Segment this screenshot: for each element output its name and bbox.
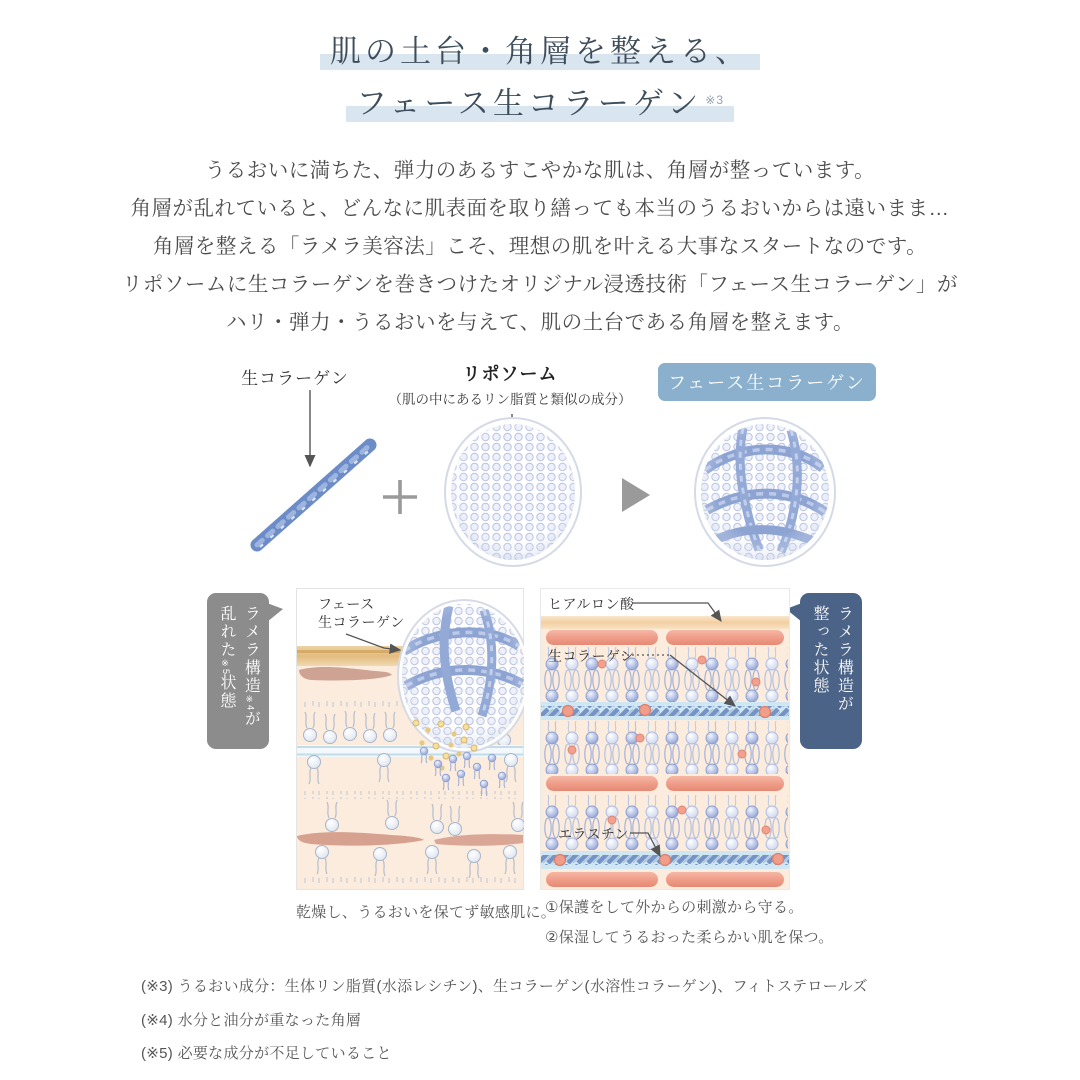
bad-panel-caption: 乾燥し、うるおいを保てず敏感肌に。	[296, 904, 557, 921]
intro-line: リポソームに生コラーゲンを巻きつけたオリジナル浸透技術「フェース生コラーゲン」が	[121, 273, 959, 296]
bad-skin-panel	[296, 588, 524, 890]
footnote-3: (※3) うるおい成分：生体リン脂質(水添レシチン)、生コラーゲン(水溶性コラーゲン)、フィトステロールズ	[141, 978, 868, 995]
page-title	[0, 28, 1080, 128]
liposome-label: リポソーム	[462, 364, 558, 384]
intro-paragraph	[0, 152, 1080, 342]
intro-line: ハリ・弾力・うるおいを与えて、肌の土台である角層を整えます。	[226, 311, 854, 334]
footnote-ref-3: ※3	[705, 93, 724, 107]
intro-line: 角層を整える「ラメラ美容法」こそ、理想の肌を叶える大事なスタートなのです。	[152, 235, 928, 258]
face-collagen-badge: フェース生コラーゲン	[658, 363, 876, 401]
footnote-ref-5: ※5	[221, 659, 231, 675]
bad-state-bubble	[207, 593, 269, 749]
good-skin-panel	[540, 588, 790, 890]
liposome-note: （肌の中にあるリン脂質と類似の成分）	[388, 392, 632, 407]
plus-sign	[383, 480, 417, 514]
good-skin-illustration	[540, 588, 790, 890]
good-panel-caption-2: ②保湿してうるおった柔らかい肌を保つ。	[545, 929, 834, 946]
intro-line: うるおいに満ちた、弾力のあるすこやかな肌は、角層が整っています。	[204, 159, 876, 182]
penetrating-liposome-sphere	[398, 600, 524, 752]
process-diagram-graphics	[230, 388, 890, 578]
footnote-5: (※5) 必要な成分が不足していること	[141, 1045, 392, 1062]
collagen-rope-illustration	[257, 445, 373, 547]
page-title-line1: 肌の土台・角層を整える、	[0, 28, 1080, 76]
good-state-bubble-text: ラメラ構造が 整った状態	[811, 605, 853, 713]
result-sphere-illustration	[695, 418, 835, 566]
liposome-sphere-illustration	[445, 418, 581, 566]
good-panel-caption-1: ①保護をして外からの刺激から守る。	[545, 899, 804, 916]
footnote-ref-4: ※4	[245, 695, 256, 711]
good-state-bubble	[800, 593, 862, 749]
arrow-right-triangle	[622, 478, 650, 512]
raw-collagen-label: 生コラーゲン	[241, 369, 349, 388]
hyaluronic-acid-label: ヒアルロン酸	[548, 596, 635, 612]
page-title-line2: フェース生コラーゲン $^{※3}$	[0, 76, 1080, 128]
footnote-4: (※4) 水分と油分が重なった角層	[141, 1012, 362, 1029]
bad-skin-illustration	[296, 588, 524, 890]
intro-line: 角層が乱れていると、どんなに肌表面を取り繕っても本当のうるおいからは遠いまま…	[130, 197, 950, 220]
face-collagen-panel-label: フェース 生コラーゲン	[318, 596, 405, 630]
raw-collagen-layer-label: 生コラーゲン	[548, 648, 635, 664]
elastin-label: エラスチン	[558, 826, 630, 842]
bad-state-bubble-text: ラメラ構造※4が 乱れた※5状態	[218, 605, 260, 729]
